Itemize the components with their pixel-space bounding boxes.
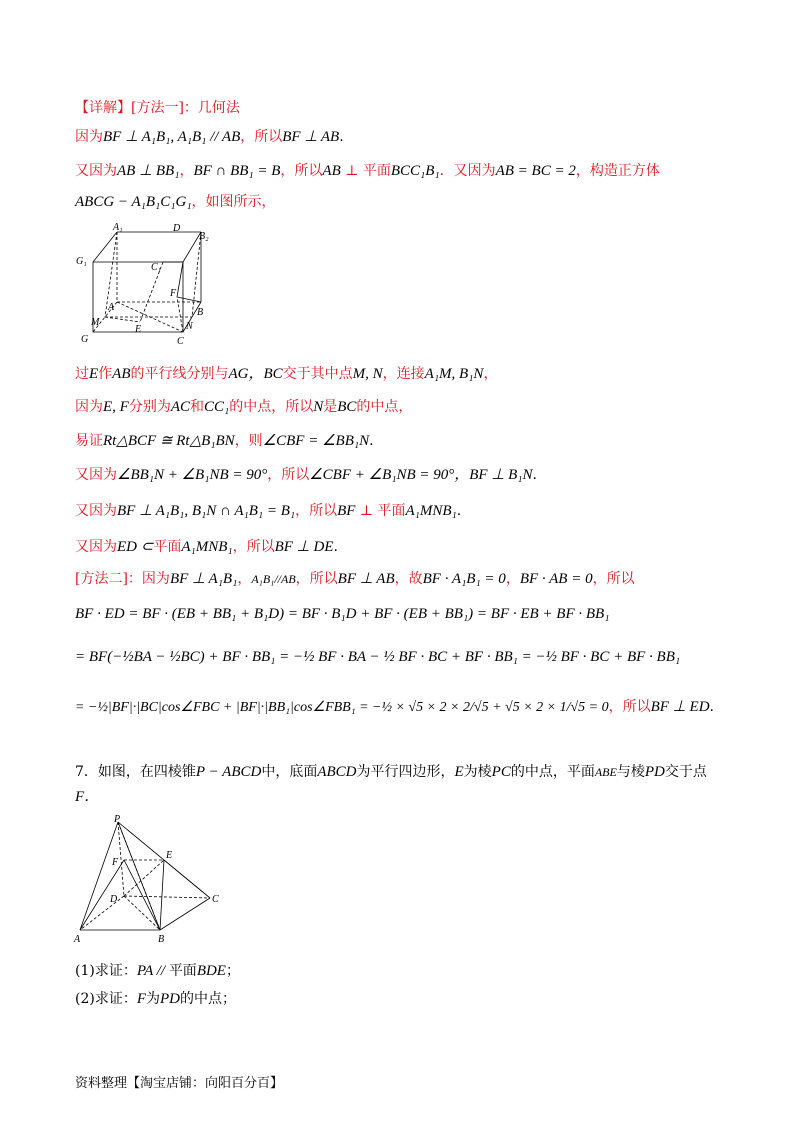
label-C: C (177, 336, 184, 347)
solution-line-8: 又因为BF ⊥ A₁B₁, B₁N ∩ A₁B₁ = B₁，所以BF ⊥ 平面A₁MNB₁. (75, 503, 462, 519)
solution-line-13: = −½|BF|·|BC|cos∠FBC + |BF|·|BB₁|cos∠FBB₁ = −½ × √5 × 2 × 2/√5 + √5 × 2 × 1/√5 = 0，所以BF ⊥ ED. (75, 699, 714, 715)
solution-header: 【详解】[方法一]：几何法 (75, 100, 240, 116)
solution-line-1: 因为BF ⊥ A₁B₁, A₁B₁ // AB，所以BF ⊥ AB. (75, 129, 344, 145)
label-C1: C₁ (151, 262, 162, 273)
label-F2: F (112, 857, 119, 868)
page-footer: 资料整理【淘宝店铺：向阳百分百】 (75, 1076, 284, 1091)
label-C2: C (212, 894, 219, 905)
solution-line-4: 过E作AB的平行线分别与AG，BC交于其中点M, N，连接A₁M, B₁N， (75, 366, 498, 382)
label-A2: A (74, 934, 81, 945)
solution-line-2: 又因为AB ⊥ BB₁，BF ∩ BB₁ = B，所以AB ⊥ 平面BCC₁B₁．又因为AB = BC = 2，构造正方体 (75, 163, 660, 179)
label-N: N (186, 321, 193, 332)
label-G: G (81, 334, 89, 345)
problem-7-question-cont: F． (75, 789, 100, 805)
label-B: B (197, 307, 204, 318)
solution-line-6: 易证Rt△BCF ≅ Rt△B₁BN，则∠CBF = ∠BB₁N. (75, 433, 374, 449)
label-A: A (108, 302, 115, 313)
label-F: F (170, 288, 177, 299)
solution-line-9: 又因为ED ⊂平面A₁MNB₁，所以BF ⊥ DE. (75, 539, 338, 555)
label-M: M (91, 317, 100, 328)
label-A1: A₁ (113, 222, 123, 233)
cube-figure (75, 222, 210, 350)
solution-line-5: 因为E, F分别为AC和CC₁的中点，所以N是BC的中点， (75, 399, 413, 415)
problem-7-part-1: (1)求证：PA // 平面BDE； (75, 963, 240, 979)
pyramid-figure (72, 812, 232, 952)
solution-line-11: BF · ED = BF · (EB + BB₁ + B₁D) = BF · B₁D + BF · (EB + BB₁) = BF · EB + BF · BB₁ (75, 606, 610, 622)
label-D2: D (110, 894, 118, 905)
solution-line-7: 又因为∠BB₁N + ∠B₁NB = 90°，所以∠CBF + ∠B₁NB = 90°，BF ⊥ B₁N. (75, 467, 537, 483)
solution-line-3: ABCG − A₁B₁C₁G₁，如图所示， (75, 194, 276, 210)
solution-line-12: = BF(−½BA − ½BC) + BF · BB₁ = −½ BF · BA − ½ BF · BC + BF · BB₁ = −½ BF · BC + BF · BB₁ (75, 649, 681, 665)
label-P: P (114, 814, 121, 825)
solution-line-10: [方法二]：因为BF ⊥ A₁B₁，A₁B₁//AB，所以BF ⊥ AB，故BF · A₁B₁ = 0，BF · AB = 0，所以 (75, 571, 635, 587)
label-D: D (173, 223, 181, 234)
problem-7-question: 7．如图，在四棱锥P − ABCD中，底面ABCD为平行四边形，E为棱PC的中点，平面ABE与棱PD交于点 (75, 764, 707, 780)
label-B2b: B (158, 934, 165, 945)
problem-7-part-2: (2)求证：F为PD的中点； (75, 991, 237, 1007)
label-E: E (135, 324, 142, 335)
label-G1: G₁ (76, 256, 87, 267)
label-E2: E (166, 850, 173, 861)
label-B2: B₂ (199, 231, 209, 242)
